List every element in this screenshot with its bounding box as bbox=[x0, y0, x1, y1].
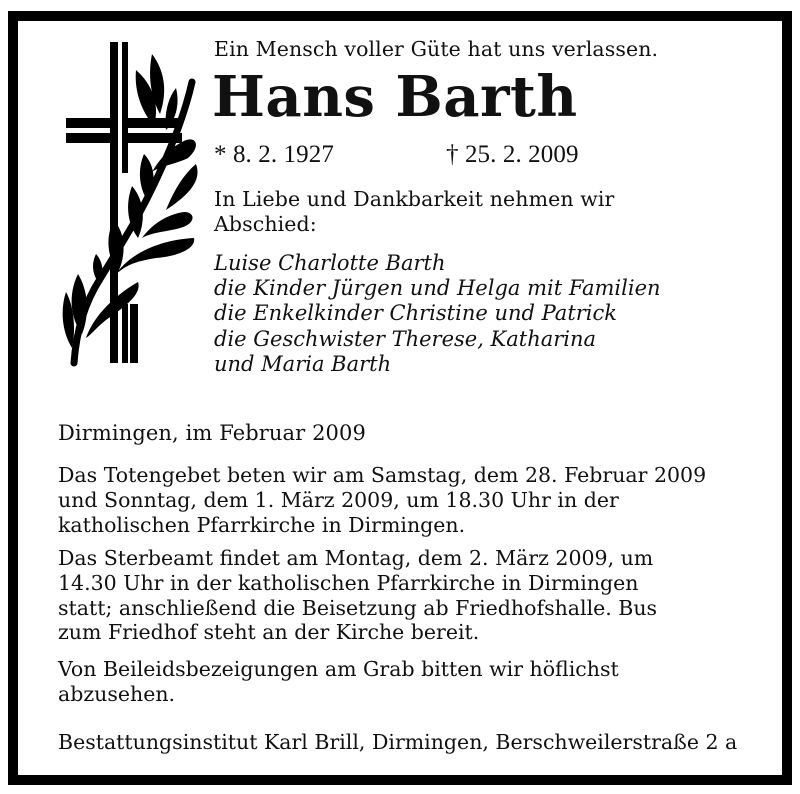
funeral-home-line bbox=[58, 730, 758, 755]
paragraph-line: zum Friedhof steht an der Kirche bereit. bbox=[58, 620, 480, 645]
death-date: † 25. 2. 2009 bbox=[446, 141, 579, 168]
tagline: Ein Mensch voller Güte hat uns verlassen. bbox=[214, 37, 659, 61]
cross-with-palm-branch-icon bbox=[56, 34, 206, 369]
paragraph-line: abzusehen. bbox=[58, 681, 176, 706]
paragraph-line: Das Sterbeamt findet am Montag, dem 2. März 2009, um bbox=[58, 546, 654, 570]
place-and-date: Dirmingen, im Februar 2009 bbox=[58, 421, 366, 445]
mourners-list bbox=[214, 251, 661, 377]
deceased-name: Hans Barth bbox=[212, 64, 578, 130]
paragraph-line: Bestattungsinstitut Karl Brill, Dirmingen, Berschweilerstraße 2 a bbox=[58, 730, 738, 754]
prayer-service-paragraph bbox=[58, 463, 758, 537]
paragraph-line: statt; anschließend die Beisetzung ab Friedhofshalle. Bus bbox=[58, 595, 658, 620]
mourner-line: und Maria Barth bbox=[214, 351, 392, 376]
mourner-line: Luise Charlotte Barth bbox=[214, 251, 446, 275]
farewell-intro-line: In Liebe und Dankbarkeit nehmen wir bbox=[214, 187, 615, 211]
paragraph-line: Das Totengebet beten wir am Samstag, dem 28. Februar 2009 bbox=[58, 463, 707, 487]
requiem-paragraph bbox=[58, 546, 758, 645]
mourner-line: die Enkelkinder Christine und Patrick bbox=[214, 301, 617, 326]
paragraph-line: Von Beileidsbezeigungen am Grab bitten wir höflichst bbox=[58, 657, 619, 681]
farewell-intro-line: Abschied: bbox=[214, 212, 317, 236]
mourner-line: die Kinder Jürgen und Helga mit Familien bbox=[214, 276, 661, 301]
paragraph-line: katholischen Pfarrkirche in Dirmingen. bbox=[58, 512, 466, 537]
paragraph-line: und Sonntag, dem 1. März 2009, um 18.30 Uhr in der bbox=[58, 487, 619, 512]
mourner-line: die Geschwister Therese, Katharina bbox=[214, 326, 597, 351]
paragraph-line: 14.30 Uhr in der katholischen Pfarrkirche in Dirmingen bbox=[58, 570, 639, 595]
condolence-request-paragraph bbox=[58, 657, 758, 707]
farewell-intro bbox=[214, 187, 734, 237]
birth-date: * 8. 2. 1927 bbox=[214, 141, 334, 168]
